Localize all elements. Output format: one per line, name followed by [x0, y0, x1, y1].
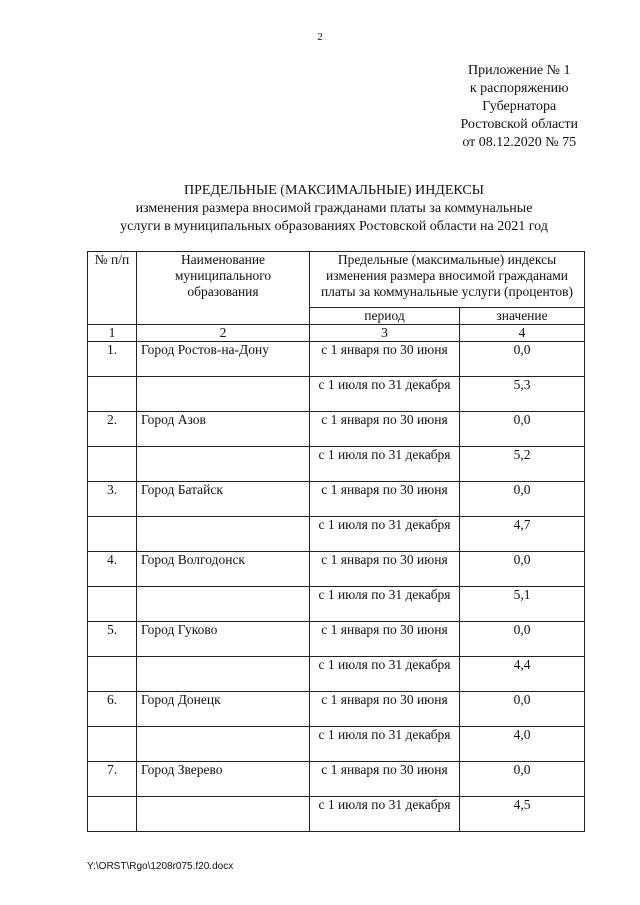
column-number: 2	[137, 325, 310, 342]
period-cell: с 1 июля по 31 декабря	[310, 517, 460, 552]
column-number: 1	[88, 325, 137, 342]
title-line: изменения размера вносимой гражданами платы за коммунальные	[135, 201, 533, 216]
empty-cell	[88, 377, 137, 412]
value-cell: 5,2	[460, 447, 585, 482]
value-cell: 4,7	[460, 517, 585, 552]
period-cell: с 1 января по 30 июня	[310, 622, 460, 657]
column-number: 4	[460, 325, 585, 342]
appendix-block	[460, 62, 578, 152]
column-number: 3	[310, 325, 460, 342]
period-cell: с 1 июля по 31 декабря	[310, 377, 460, 412]
header-index: Предельные (максимальные) индексы изменения размера вносимой гражданами платы за коммунальные услуги (процентов)	[310, 252, 585, 308]
file-path-footer: Y:\ORST\Rgo\1208r075.f20.docx	[87, 861, 234, 872]
period-cell: с 1 июля по 31 декабря	[310, 657, 460, 692]
period-cell: с 1 июля по 31 декабря	[310, 727, 460, 762]
empty-cell	[137, 447, 310, 482]
empty-cell	[137, 377, 310, 412]
table-row	[88, 762, 585, 797]
empty-cell	[88, 727, 137, 762]
row-number: 2.	[88, 412, 137, 447]
period-cell: с 1 января по 30 июня	[310, 552, 460, 587]
value-cell: 4,4	[460, 657, 585, 692]
period-cell: с 1 января по 30 июня	[310, 412, 460, 447]
table-row	[88, 412, 585, 447]
row-number: 3.	[88, 482, 137, 517]
table-row	[88, 552, 585, 587]
period-cell: с 1 января по 30 июня	[310, 342, 460, 377]
appendix-line: Губернатора	[482, 99, 557, 114]
indices-table	[87, 251, 585, 832]
period-cell: с 1 июля по 31 декабря	[310, 797, 460, 832]
title-line: услуги в муниципальных образованиях Ростовской области на 2021 год	[120, 219, 548, 234]
municipality-name: Город Волгодонск	[137, 552, 310, 587]
empty-cell	[88, 797, 137, 832]
document-title	[0, 182, 640, 236]
row-number: 6.	[88, 692, 137, 727]
table-row	[88, 657, 585, 692]
municipality-name: Город Гуково	[137, 622, 310, 657]
header-value: значение	[460, 308, 585, 325]
appendix-line: Приложение № 1	[467, 63, 571, 78]
empty-cell	[88, 517, 137, 552]
empty-cell	[137, 517, 310, 552]
appendix-line: Ростовской области	[460, 117, 578, 132]
header-name: Наименование муниципального образования	[137, 252, 310, 325]
header-number: № п/п	[88, 252, 137, 325]
empty-cell	[137, 797, 310, 832]
value-cell: 0,0	[460, 342, 585, 377]
period-cell: с 1 января по 30 июня	[310, 762, 460, 797]
empty-cell	[137, 657, 310, 692]
row-number: 7.	[88, 762, 137, 797]
appendix-line: к распоряжению	[469, 81, 569, 96]
table-row	[88, 692, 585, 727]
table-row	[88, 377, 585, 412]
period-cell: с 1 июля по 31 декабря	[310, 447, 460, 482]
row-number: 5.	[88, 622, 137, 657]
municipality-name: Город Донецк	[137, 692, 310, 727]
value-cell: 0,0	[460, 552, 585, 587]
value-cell: 4,5	[460, 797, 585, 832]
municipality-name: Город Азов	[137, 412, 310, 447]
period-cell: с 1 января по 30 июня	[310, 692, 460, 727]
value-cell: 0,0	[460, 692, 585, 727]
value-cell: 5,1	[460, 587, 585, 622]
empty-cell	[137, 727, 310, 762]
row-number: 4.	[88, 552, 137, 587]
municipality-name: Город Батайск	[137, 482, 310, 517]
period-cell: с 1 июля по 31 декабря	[310, 587, 460, 622]
table-row	[88, 622, 585, 657]
empty-cell	[88, 587, 137, 622]
table-row	[88, 517, 585, 552]
value-cell: 0,0	[460, 762, 585, 797]
value-cell: 0,0	[460, 482, 585, 517]
table-row	[88, 482, 585, 517]
table-row	[88, 727, 585, 762]
page-number: 2	[317, 31, 323, 43]
value-cell: 5,3	[460, 377, 585, 412]
value-cell: 0,0	[460, 622, 585, 657]
value-cell: 4,0	[460, 727, 585, 762]
municipality-name: Город Зверево	[137, 762, 310, 797]
table-row	[88, 587, 585, 622]
empty-cell	[88, 447, 137, 482]
appendix-line: от 08.12.2020 № 75	[462, 135, 577, 150]
empty-cell	[88, 657, 137, 692]
municipality-name: Город Ростов-на-Дону	[137, 342, 310, 377]
title-line: ПРЕДЕЛЬНЫЕ (МАКСИМАЛЬНЫЕ) ИНДЕКСЫ	[184, 183, 484, 198]
empty-cell	[137, 587, 310, 622]
table-row	[88, 797, 585, 832]
period-cell: с 1 января по 30 июня	[310, 482, 460, 517]
table-row	[88, 447, 585, 482]
header-period: период	[310, 308, 460, 325]
row-number: 1.	[88, 342, 137, 377]
table-row	[88, 342, 585, 377]
value-cell: 0,0	[460, 412, 585, 447]
